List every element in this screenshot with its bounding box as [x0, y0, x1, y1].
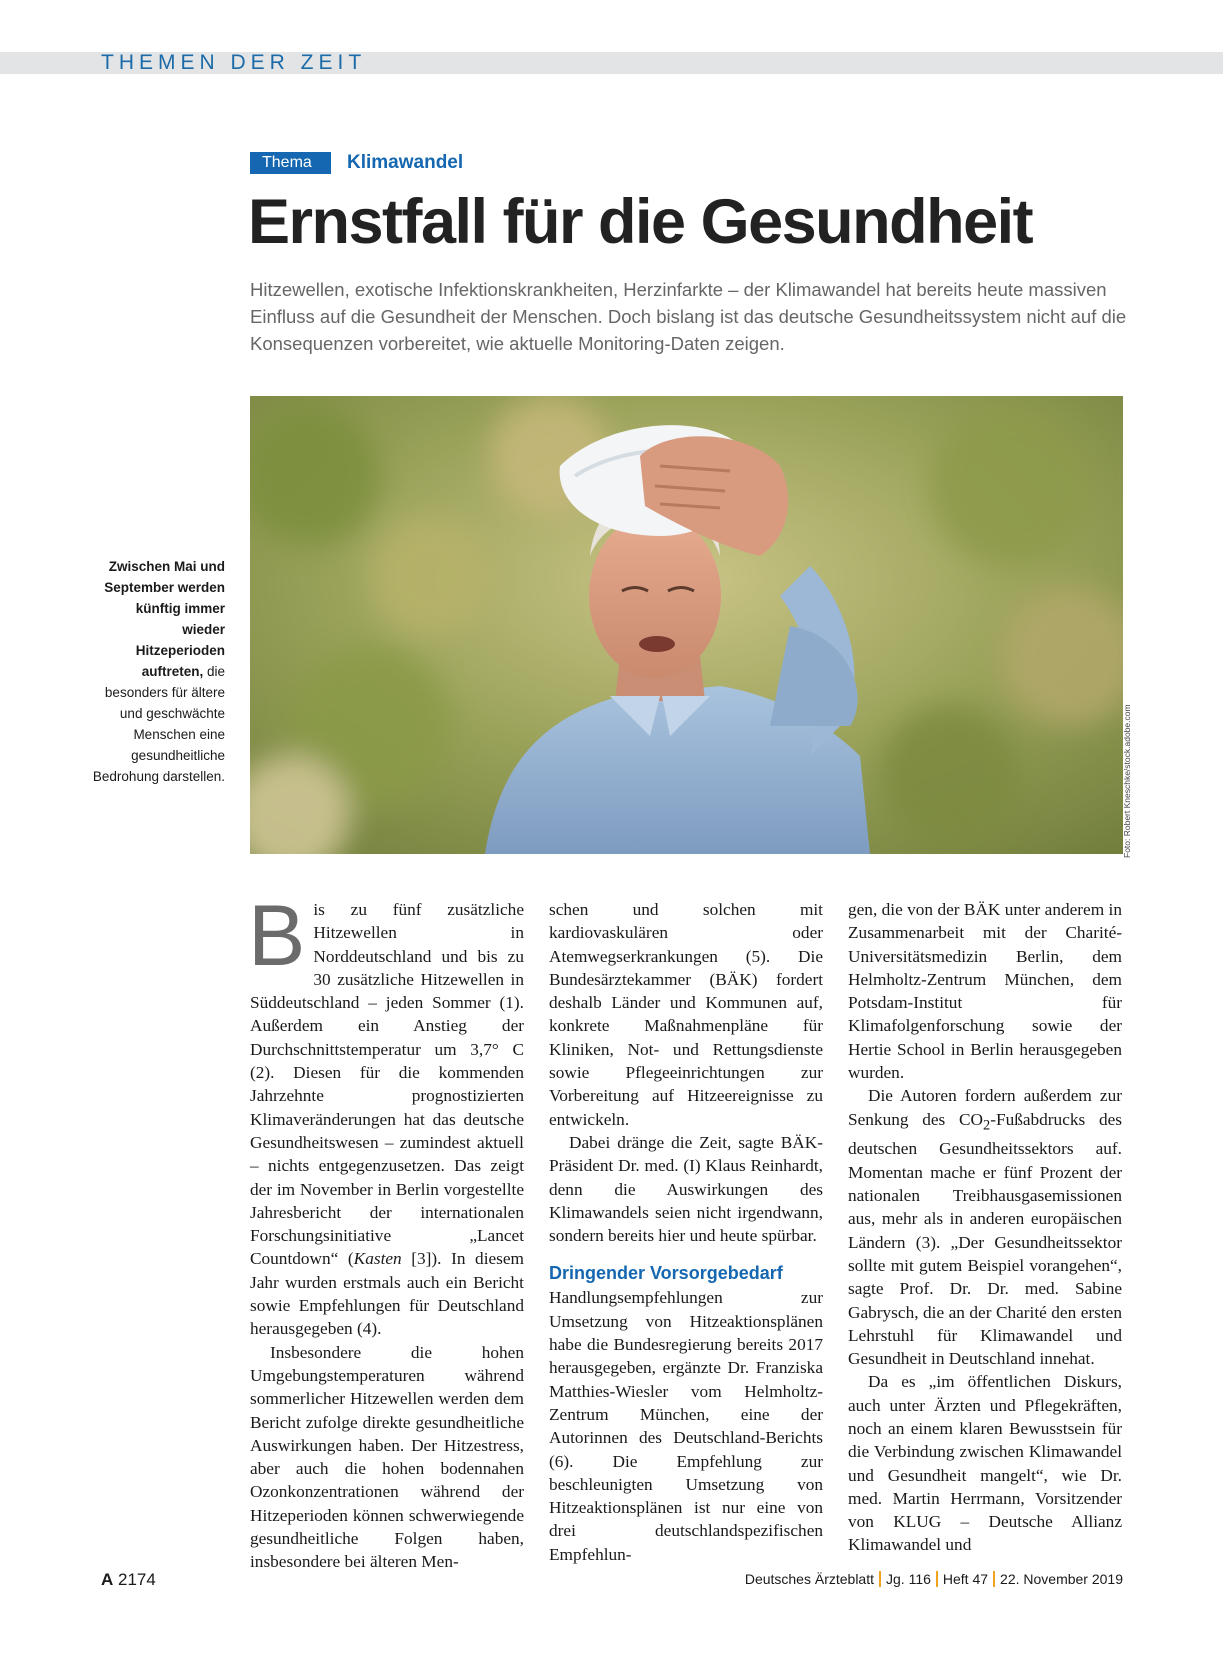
- separator: [936, 1571, 938, 1587]
- page-prefix: A: [101, 1570, 114, 1589]
- separator: [879, 1571, 881, 1587]
- article-lead: Hitzewellen, exotische Infektionskrankheiten, Herzinfarkte – der Klimawandel hat bereits heute massiven Einfluss auf die Gesundheit der Menschen. Doch bislang ist das deutsche Gesundheitssystem nicht auf die Konsequenzen vorbereitet, wie aktuelle Monitoring-Daten zeigen.: [250, 279, 1127, 354]
- photo-caption: [90, 556, 225, 787]
- article-headline: Ernstfall für die Gesundheit: [248, 187, 1033, 257]
- topic-tag: Thema: [250, 152, 331, 174]
- journal-name: Deutsches Ärzteblatt: [744, 1571, 874, 1587]
- paragraph-text: -Fußabdrucks des deutschen Gesundheitssektors auf. Momentan mache er fünf Prozent der nationalen Treibhausgasemissionen aus, mehr als in anderen europäischen Ländern (3). „Der Gesundheitssektor sollte mit gutem Beispiel vorangehen“, sagte Prof. Dr. Dr. med. Sabine Gabrysch, die an der Charité den ersten Lehrstuhl für Klimawandel und Gesundheit in Deutschland innehat.: [848, 1109, 1123, 1369]
- journal-date: 22. November 2019: [1000, 1571, 1123, 1587]
- paragraph: gen, die von der BÄK unter anderem in Zusammenarbeit mit der Charité-Universitätsmedizin Berlin, dem Helmholtz-Zentrum München, dem Potsdam-Institut für Klimafolgenforschung sowie der Hertie School in Berlin herausgegeben wurden.: [848, 900, 1122, 1083]
- paragraph: Da es „im öffentlichen Diskurs, auch unter Ärzten und Pflegekräften, noch an einem klaren Bewusstsein für die Verbindung zwischen Klimawandel und Gesundheit mangelt“, wie Dr. med. Martin Herrmann, Vorsitzender von KLUG – Deutsche Allianz Klimawandel und: [848, 1372, 1122, 1555]
- page-number: [101, 1570, 156, 1590]
- body-column-3: [848, 898, 1122, 1557]
- photo-credit: Foto: Robert Kneschke/stock.adobe.com: [1122, 704, 1132, 858]
- paragraph-text: Die Autoren fordern außerdem zur Senkung des CO: [848, 1086, 1122, 1129]
- paragraph: Handlungsempfehlungen zur Umsetzung von Hitzeaktionsplänen habe die Bundesregierung bereits 2017 herausgegeben, ergänzte Dr. Franziska Matthies-Wiesler vom Helmholtz-Zentrum München, eine der Autorinnen des Deutschland-Berichts (6). Die Empfehlung zur beschleunigten Umsetzung von Hitzeaktionsplänen ist nur eine von drei deutschlandspezifischen Empfehlun-: [549, 1288, 823, 1564]
- body-column-2: [549, 898, 823, 1566]
- paragraph: Dabei dränge die Zeit, sagte BÄK-Präsident Dr. med. (I) Klaus Reinhardt, denn die Auswirkungen des Klimawandels seien nicht irgendwann, sondern bereits hier und heute spürbar.: [549, 1132, 823, 1246]
- journal-volume: Jg. 116: [886, 1571, 931, 1587]
- paragraph-text: is zu fünf zusätzliche Hitzewellen in Norddeutschland und bis zu 30 zusätzliche Hitzewellen in Süddeutschland – jeden Sommer (1). Außerdem ein Anstieg der Durchschnittstemperatur um 3,7° C (2). Diesen für die kommenden Jahrzehnte prognostizierten Klimaveränderungen hat das deutsche Gesundheitswesen – zumindest aktuell – nichts entgegenzusetzen. Das zeigt der im November in Berlin vorgestellte Jahresbericht der internationalen Forschungsinitiative „Lancet Countdown“ (: [250, 900, 524, 1269]
- journal-footer: [745, 1571, 1123, 1587]
- dropcap: B: [248, 888, 306, 984]
- caption-bold: Zwischen Mai und September werden künftig immer wieder Hitzeperioden auftreten,: [104, 559, 225, 679]
- topic-title: Klimawandel: [347, 152, 464, 173]
- paragraph-italic: Kasten: [353, 1249, 402, 1269]
- page-number-value: 2174: [118, 1570, 156, 1589]
- subheading: Dringender Vorsorgebedarf: [549, 1263, 783, 1284]
- separator: [993, 1571, 995, 1587]
- section-label: THEMEN DER ZEIT: [101, 51, 367, 74]
- paragraph: [248, 888, 525, 1341]
- subscript: 2: [983, 1117, 991, 1134]
- paragraph-text: [3]). In diesem Jahr wurden erstmals auch ein Bericht sowie Empfehlungen für Deutschland herausgegeben (4).: [250, 1249, 525, 1339]
- journal-issue: Heft 47: [942, 1571, 989, 1587]
- paragraph: Insbesondere die hohen Umgebungstemperaturen während sommerlicher Hitzewellen werden dem Bericht zufolge direkte gesundheitliche Auswirkungen haben. Der Hitzestress, aber auch die hohen bodennahen Ozonkonzentrationen während der Hitzeperioden können schwerwiegende gesundheitliche Folgen haben, insbesondere bei älteren Men-: [250, 1342, 524, 1572]
- paragraph: schen und solchen mit kardiovaskulären oder Atemwegserkrankungen (5). Die Bundesärztekammer (BÄK) fordert deshalb Länder und Kommunen auf, konkrete Maßnahmenpläne für Kliniken, Not- und Rettungsdienste sowie Pflegeeinrichtungen zur Vorbereitung auf Hitzeereignisse zu entwickeln.: [549, 900, 823, 1129]
- article-photo: [250, 396, 1123, 854]
- body-column-1: [248, 888, 525, 1574]
- paragraph: [848, 1084, 1122, 1370]
- caption-text: die besonders für ältere und geschwächte Menschen eine gesundheitliche Bedrohung darstellen.: [92, 664, 225, 784]
